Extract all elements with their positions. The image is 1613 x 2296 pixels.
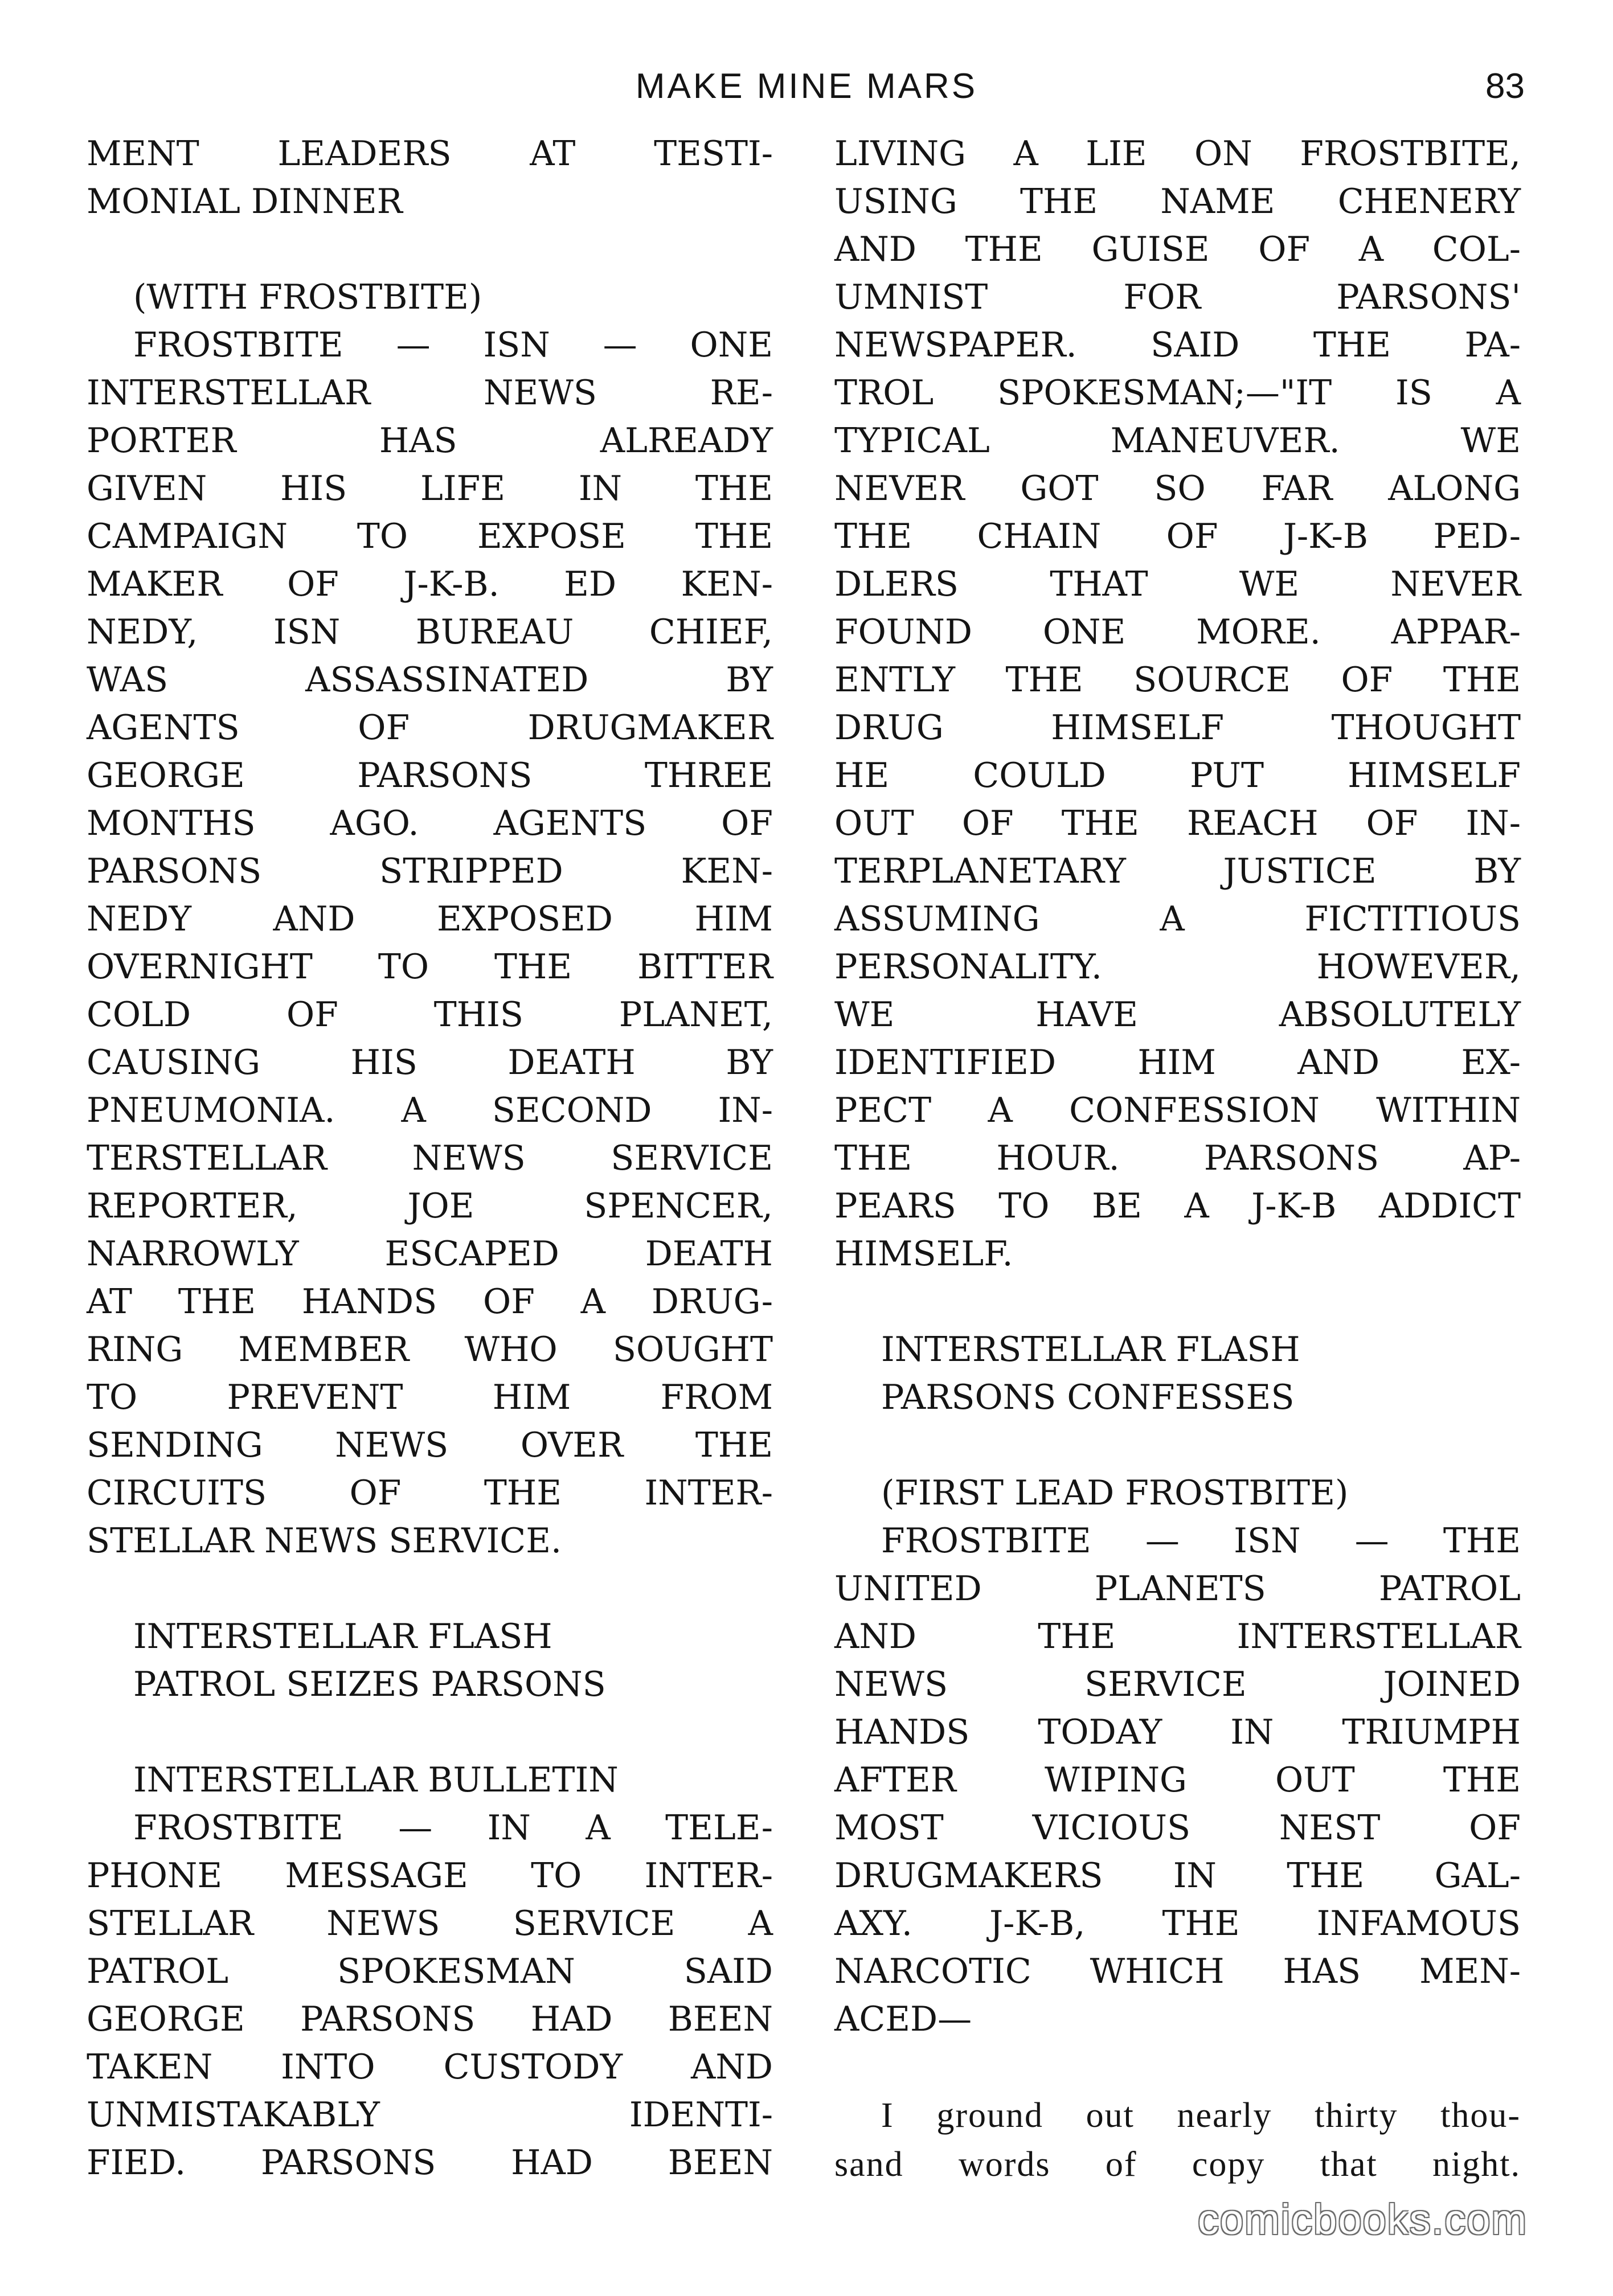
text-line: HANDS TODAY IN TRIUMPH <box>834 1712 1521 1752</box>
text-line: MONTHS AGO. AGENTS OF <box>87 803 773 843</box>
text-line: PATROL SPOKESMAN SAID <box>87 1951 773 1991</box>
text-line: (FIRST LEAD FROSTBITE) <box>881 1473 1349 1513</box>
text-line: TERPLANETARY JUSTICE BY <box>834 851 1521 891</box>
text-line: ACED— <box>834 1999 972 2039</box>
text-line: PEARS TO BE A J-K-B ADDICT <box>834 1186 1521 1226</box>
text-line: FROSTBITE — ISN — THE <box>881 1521 1521 1561</box>
text-line: OUT OF THE REACH OF IN- <box>834 803 1521 843</box>
text-line: FIED. PARSONS HAD BEEN <box>87 2143 773 2183</box>
text-line: STELLAR NEWS SERVICE A <box>87 1904 773 1944</box>
text-line: FROSTBITE — ISN — ONE <box>133 325 773 365</box>
text-line: OVERNIGHT TO THE BITTER <box>87 947 773 987</box>
running-head <box>0 64 1613 121</box>
text-line: LIVING A LIE ON FROSTBITE, <box>834 134 1521 174</box>
headline-continuation <box>87 130 773 178</box>
headline-continuation-end <box>87 178 773 226</box>
text-line: PARSONS CONFESSES <box>881 1377 1295 1417</box>
text-line: DRUGMAKERS IN THE GAL- <box>834 1856 1521 1896</box>
text-line: HIMSELF. <box>834 1234 1013 1274</box>
text-line: THE HOUR. PARSONS AP- <box>834 1138 1521 1178</box>
text-line: NEWS SERVICE JOINED <box>834 1664 1521 1704</box>
text-line: GIVEN HIS LIFE IN THE <box>87 469 773 509</box>
text-line: STELLAR NEWS SERVICE. <box>87 1521 562 1561</box>
text-line: GEORGE PARSONS HAD BEEN <box>87 1999 773 2039</box>
lead-story <box>834 1517 1521 2043</box>
page-number: 83 <box>1485 67 1525 106</box>
text-line: SENDING NEWS OVER THE <box>87 1425 773 1465</box>
text-line: WE HAVE ABSOLUTELY <box>834 995 1521 1035</box>
text-line: TYPICAL MANEUVER. WE <box>834 421 1521 461</box>
text-line: RING MEMBER WHO SOUGHT <box>87 1330 773 1370</box>
text-line: NEDY AND EXPOSED HIM <box>87 899 773 939</box>
text-line: WAS ASSASSINATED BY <box>87 660 773 700</box>
text-line: INTERSTELLAR FLASH <box>133 1617 552 1657</box>
text-line: THE CHAIN OF J-K-B PED- <box>834 516 1521 556</box>
text-line: AND THE GUISE OF A COL- <box>834 229 1521 269</box>
text-line: UNMISTAKABLY IDENTI- <box>87 2095 773 2135</box>
text-line: TO PREVENT HIM FROM <box>87 1377 773 1417</box>
text-line: CIRCUITS OF THE INTER- <box>87 1473 773 1513</box>
text-line: DLERS THAT WE NEVER <box>834 564 1521 604</box>
text-line: MOST VICIOUS NEST OF <box>834 1808 1521 1848</box>
flash-headline <box>834 1326 1521 1421</box>
news-story <box>87 321 773 1565</box>
text-line: UNITED PLANETS PATROL <box>834 1569 1521 1609</box>
text-line: USING THE NAME CHENERY <box>834 182 1521 222</box>
text-line: TAKEN INTO CUSTODY AND <box>87 2047 773 2087</box>
bulletin-continuation <box>834 130 1521 1278</box>
text-line: AND THE INTERSTELLAR <box>834 1617 1521 1657</box>
text-line: AT THE HANDS OF A DRUG- <box>87 1282 773 1322</box>
site-watermark: comicbooks.com <box>1197 2196 1528 2243</box>
text-line: NARCOTIC WHICH HAS MEN- <box>834 1951 1521 1991</box>
text-line: FOUND ONE MORE. APPAR- <box>834 612 1521 652</box>
text-line: sand words of copy that night. <box>834 2145 1521 2184</box>
text-line: TERSTELLAR NEWS SERVICE <box>87 1138 773 1178</box>
text-line: AGENTS OF DRUGMAKER <box>87 708 773 748</box>
text-line: FROSTBITE — IN A TELE- <box>133 1808 773 1848</box>
text-line: CAUSING HIS DEATH BY <box>87 1043 773 1083</box>
text-line: (WITH FROSTBITE) <box>133 277 482 317</box>
text-line: PARSONS STRIPPED KEN- <box>87 851 773 891</box>
bulletin-heading <box>87 1756 773 1804</box>
text-line: AXY. J-K-B, THE INFAMOUS <box>834 1904 1521 1944</box>
text-line: GEORGE PARSONS THREE <box>87 756 773 796</box>
text-line: CAMPAIGN TO EXPOSE THE <box>87 516 773 556</box>
text-line: PECT A CONFESSION WITHIN <box>834 1090 1521 1130</box>
text-line: IDENTIFIED HIM AND EX- <box>834 1043 1521 1083</box>
lead-dateline <box>834 1469 1521 1517</box>
running-title: MAKE MINE MARS <box>635 67 978 106</box>
bulletin-story <box>87 1804 773 2187</box>
text-line: NEWSPAPER. SAID THE PA- <box>834 325 1521 365</box>
text-line: ASSUMING A FICTITIOUS <box>834 899 1521 939</box>
text-line: INTERSTELLAR NEWS RE- <box>87 373 773 413</box>
text-line: DRUG HIMSELF THOUGHT <box>834 708 1521 748</box>
text-line: PHONE MESSAGE TO INTER- <box>87 1856 773 1896</box>
text-line: NEVER GOT SO FAR ALONG <box>834 469 1521 509</box>
text-line: TROL SPOKESMAN;—"IT IS A <box>834 373 1521 413</box>
right-column <box>834 130 1521 2189</box>
text-line: COLD OF THIS PLANET, <box>87 995 773 1035</box>
text-line: MONIAL DINNER <box>87 182 403 222</box>
text-line: INTERSTELLAR BULLETIN <box>133 1760 619 1800</box>
text-line: ENTLY THE SOURCE OF THE <box>834 660 1521 700</box>
text-line: UMNIST FOR PARSONS' <box>834 277 1521 317</box>
text-line: HE COULD PUT HIMSELF <box>834 756 1521 796</box>
flash-headline <box>87 1613 773 1708</box>
text-line: PERSONALITY. HOWEVER, <box>834 947 1521 987</box>
left-column <box>87 130 773 2187</box>
text-line: MENT LEADERS AT TESTI- <box>87 134 773 174</box>
dateline <box>87 273 773 321</box>
text-line: NARROWLY ESCAPED DEATH <box>87 1234 773 1274</box>
text-line: PORTER HAS ALREADY <box>87 421 773 461</box>
text-line: MAKER OF J-K-B. ED KEN- <box>87 564 773 604</box>
narrative-paragraph <box>834 2091 1521 2189</box>
text-line: INTERSTELLAR FLASH <box>881 1330 1300 1370</box>
text-line: NEDY, ISN BUREAU CHIEF, <box>87 612 773 652</box>
text-line: AFTER WIPING OUT THE <box>834 1760 1521 1800</box>
text-line: REPORTER, JOE SPENCER, <box>87 1186 773 1226</box>
text-line: I ground out nearly thirty thou- <box>881 2096 1521 2135</box>
text-line: PATROL SEIZES PARSONS <box>133 1664 606 1704</box>
text-line: PNEUMONIA. A SECOND IN- <box>87 1090 773 1130</box>
